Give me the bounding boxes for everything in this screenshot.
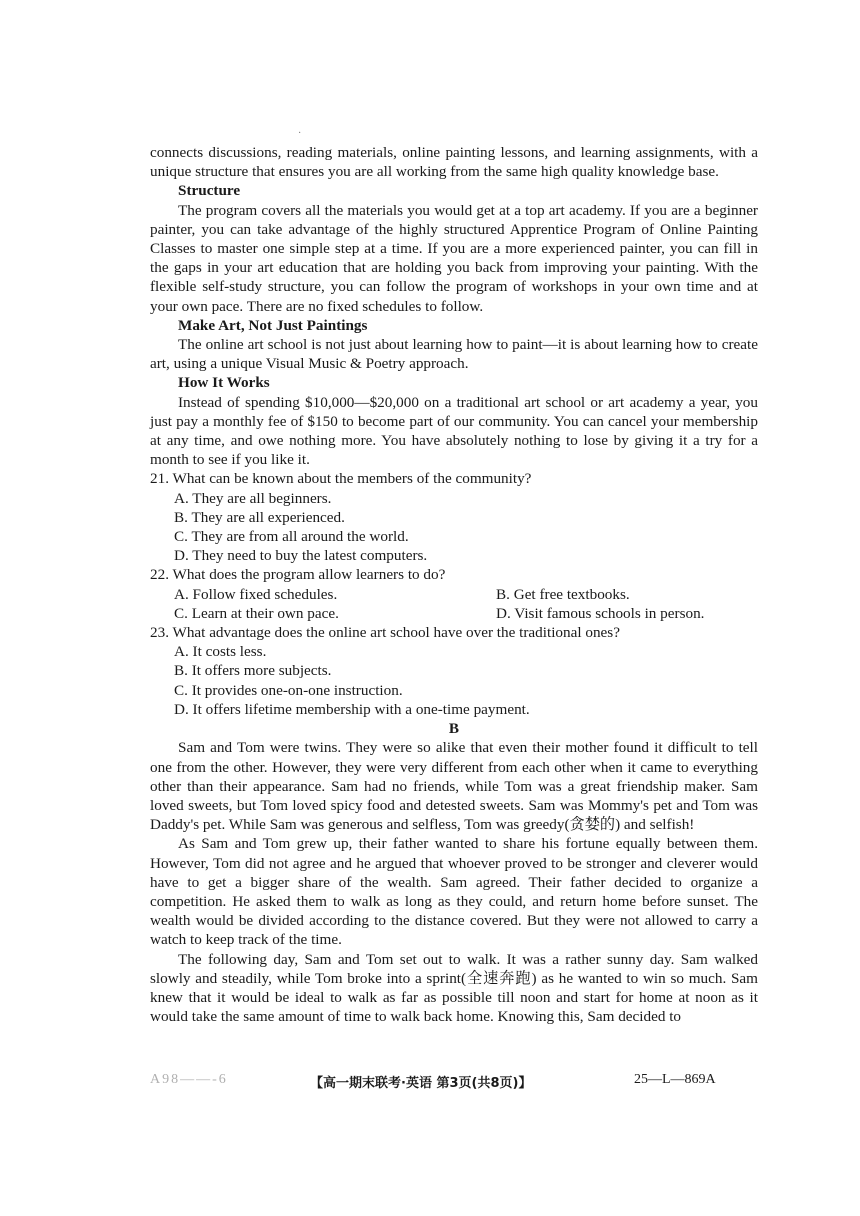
question-21: 21. What can be known about the members of the community? <box>150 470 532 488</box>
q23-option-c: C. It provides one-on-one instruction. <box>174 681 403 699</box>
page-footer <box>0 1072 860 1092</box>
q21-option-b: B. They are all experienced. <box>174 508 345 526</box>
make-art-heading: Make Art, Not Just Paintings <box>178 316 368 334</box>
passage-b-paragraph-3: The following day, Sam and Tom set out to walk. It was a rather sunny day. Sam walked slowly and steadily, while Tom broke into a sprint(全速奔跑) as he wanted to win so much. Sam knew that it would be ideal to walk as far as possible till noon and start for home at noon as it would take the same amount of time to walk back home. Knowing this, Sam decided to <box>150 950 758 1026</box>
q22-row-2 <box>174 604 758 623</box>
question-22: 22. What does the program allow learners to do? <box>150 566 446 584</box>
q22-row-1 <box>174 585 758 604</box>
q23-option-d: D. It offers lifetime membership with a one-time payment. <box>174 700 530 718</box>
question-23: 23. What advantage does the online art school have over the traditional ones? <box>150 624 620 642</box>
q22-option-a: A. Follow fixed schedules. <box>174 585 338 603</box>
footer-code-right: 25—L—869A <box>634 1072 716 1087</box>
structure-paragraph: The program covers all the materials you would get at a top art academy. If you are a beginner painter, you can take advantage of the highly structured Apprentice Program of Online Painting Classes to master one simple step at a time. If you are a more experienced painter, you can fill in the gaps in your art education that are holding you back from improving your painting. With the flexible self-study structure, you can follow the program of workshops in your own time and at your own pace. There are no fixed schedules to follow. <box>150 201 758 315</box>
page-content <box>150 143 758 1026</box>
q21-option-c: C. They are from all around the world. <box>174 528 409 546</box>
q21-option-a: A. They are all beginners. <box>174 489 332 507</box>
how-it-works-heading: How It Works <box>178 374 270 392</box>
scan-dot: · <box>298 128 302 139</box>
q23-option-a: A. It costs less. <box>174 643 267 661</box>
structure-heading: Structure <box>178 182 241 200</box>
footer-page-info: 【高一期末联考·英语 第3页(共8页)】 <box>310 1076 532 1091</box>
passage-b-label: B <box>448 720 460 738</box>
q22-option-c: C. Learn at their own pace. <box>174 604 339 622</box>
q23-option-b: B. It offers more subjects. <box>174 662 332 680</box>
q22-option-b: B. Get free textbooks. <box>496 585 630 603</box>
q22-option-d: D. Visit famous schools in person. <box>496 604 705 622</box>
intro-paragraph: connects discussions, reading materials, online painting lessons, and learning assignments, with a unique structure that ensures you are all working from the same high quality knowledge base. <box>150 144 758 181</box>
how-it-works-paragraph: Instead of spending $10,000—$20,000 on a traditional art school or art academy a year, you just pay a monthly fee of $150 to become part of our community. You can cancel your membership at any time, and owe nothing more. You have absolutely nothing to lose by giving it a try for a month to see if you like it. <box>150 393 758 469</box>
q21-option-d: D. They need to buy the latest computers. <box>174 547 428 565</box>
passage-b-paragraph-2: As Sam and Tom grew up, their father wanted to share his fortune equally between them. However, Tom did not agree and he argued that whoever proved to be stronger and cleverer would have to get a bigger share of the wealth. Sam agreed. Their father decided to organize a competition. He asked them to walk as long as they could, and return home before sunset. The wealth would be divided according to the distance covered. But they were not allowed to carry a watch to keep track of the time. <box>150 835 758 949</box>
passage-b-paragraph-1: Sam and Tom were twins. They were so alike that even their mother found it difficult to tell one from the other. However, they were very different from each other when it came to everything other than their appearance. Sam had no friends, while Tom was a great friendship maker. Sam loved sweets, but Tom loved spicy food and detested sweets. Sam was Mommy's pet and Tom was Daddy's pet. While Sam was generous and selfless, Tom was greedy(贪婪的) and selfish! <box>150 739 758 834</box>
footer-code-left: A98——-6 <box>150 1072 228 1087</box>
make-art-paragraph: The online art school is not just about learning how to paint—it is about learning how to create art, using a unique Visual Music & Poetry approach. <box>150 336 758 373</box>
